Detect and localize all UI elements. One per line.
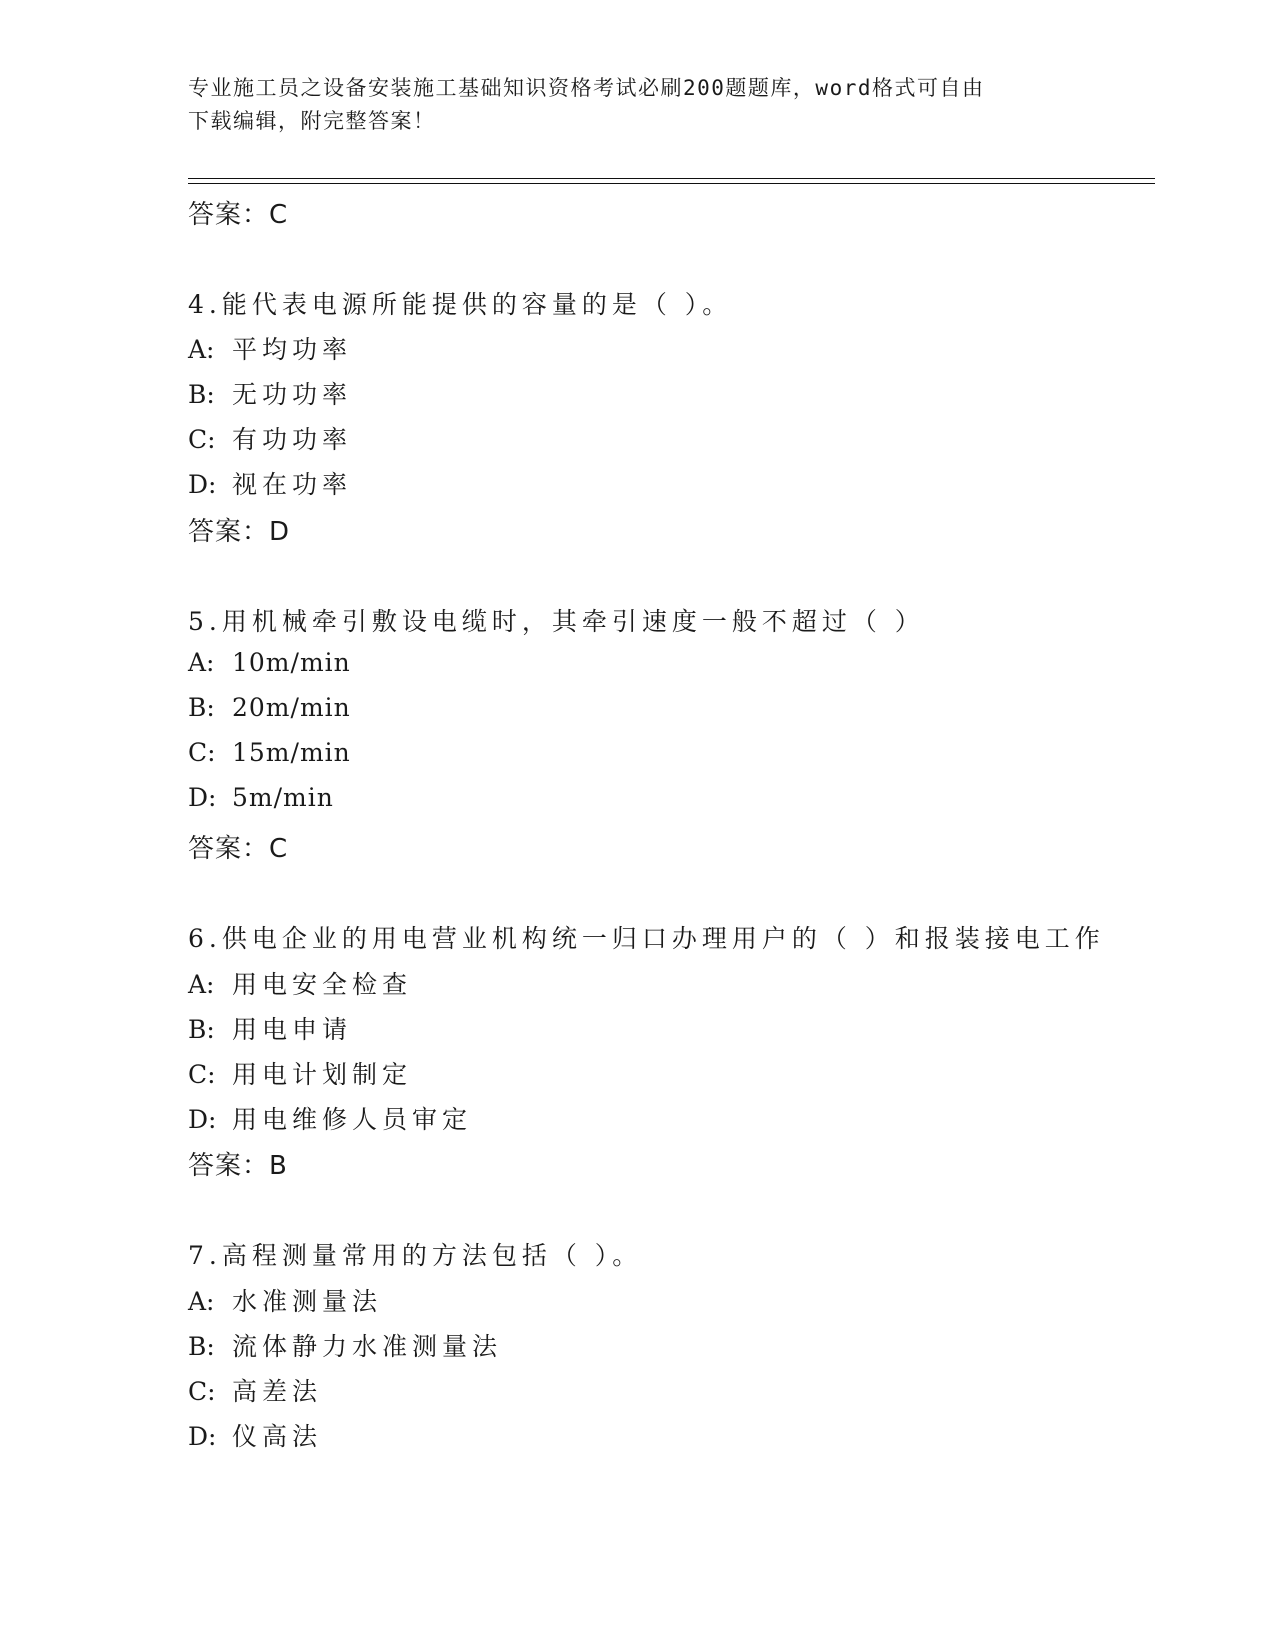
- option-letter: D:: [188, 1105, 217, 1134]
- question-stem: 6.供电企业的用电营业机构统一归口办理用户的（ ）和报装接电工作: [188, 924, 1105, 953]
- option-b: [188, 693, 351, 722]
- option-d: [188, 1417, 322, 1453]
- option-letter: C:: [188, 1377, 216, 1406]
- option-text: 用电安全检查: [232, 970, 413, 999]
- option-text: 15m/min: [232, 738, 351, 767]
- option-c: [188, 420, 352, 456]
- answer-line: 答案：C: [188, 200, 289, 230]
- option-letter: D:: [188, 470, 217, 499]
- option-text: 用电申请: [232, 1015, 353, 1044]
- option-text: 用电维修人员审定: [232, 1105, 473, 1134]
- answer-line: 答案：C: [188, 834, 289, 864]
- option-letter: A:: [188, 970, 215, 999]
- option-a: [188, 648, 351, 677]
- option-text: 有功功率: [232, 425, 353, 454]
- option-b: [188, 375, 352, 411]
- option-letter: C:: [188, 1060, 216, 1089]
- option-letter: B:: [188, 1015, 215, 1044]
- question-stem: 5.用机械牵引敷设电缆时，其牵引速度一般不超过（ ）: [188, 607, 925, 636]
- option-c: [188, 1372, 322, 1408]
- option-letter: B:: [188, 380, 215, 409]
- header-divider-top: [188, 178, 1155, 179]
- option-c: [188, 738, 351, 767]
- option-text: 平均功率: [232, 335, 353, 364]
- option-letter: C:: [188, 425, 216, 454]
- option-b: [188, 1327, 502, 1363]
- option-text: 5m/min: [232, 783, 334, 812]
- document-header: [188, 72, 1088, 138]
- option-letter: A:: [188, 1287, 215, 1316]
- option-c: [188, 1055, 412, 1091]
- header-line-1: 专业施工员之设备安装施工基础知识资格考试必刷200题题库，word格式可自由: [188, 76, 985, 100]
- question-stem: 4.能代表电源所能提供的容量的是（ ）。: [188, 290, 733, 319]
- option-text: 20m/min: [232, 693, 351, 722]
- option-d: [188, 1100, 472, 1136]
- option-text: 水准测量法: [232, 1287, 383, 1316]
- option-b: [188, 1010, 352, 1046]
- option-text: 流体静力水准测量法: [232, 1332, 503, 1361]
- option-letter: B:: [188, 1332, 215, 1361]
- option-a: [188, 1282, 382, 1318]
- option-text: 高差法: [232, 1377, 323, 1406]
- option-d: [188, 783, 334, 812]
- option-letter: B:: [188, 693, 215, 722]
- answer-line: 答案：B: [188, 1151, 288, 1181]
- header-divider-bottom: [188, 183, 1155, 184]
- option-letter: A:: [188, 648, 215, 677]
- option-letter: D:: [188, 783, 217, 812]
- option-text: 用电计划制定: [232, 1060, 413, 1089]
- option-a: [188, 965, 412, 1001]
- header-line-2: 下载编辑，附完整答案！: [188, 109, 436, 133]
- option-text: 仪高法: [232, 1422, 323, 1451]
- answer-line: 答案：D: [188, 517, 291, 547]
- option-a: [188, 330, 352, 366]
- option-letter: C:: [188, 738, 216, 767]
- option-text: 视在功率: [232, 470, 353, 499]
- option-letter: D:: [188, 1422, 217, 1451]
- option-text: 无功功率: [232, 380, 353, 409]
- option-d: [188, 465, 352, 501]
- option-text: 10m/min: [232, 648, 351, 677]
- option-letter: A:: [188, 335, 215, 364]
- question-stem: 7.高程测量常用的方法包括（ ）。: [188, 1241, 643, 1270]
